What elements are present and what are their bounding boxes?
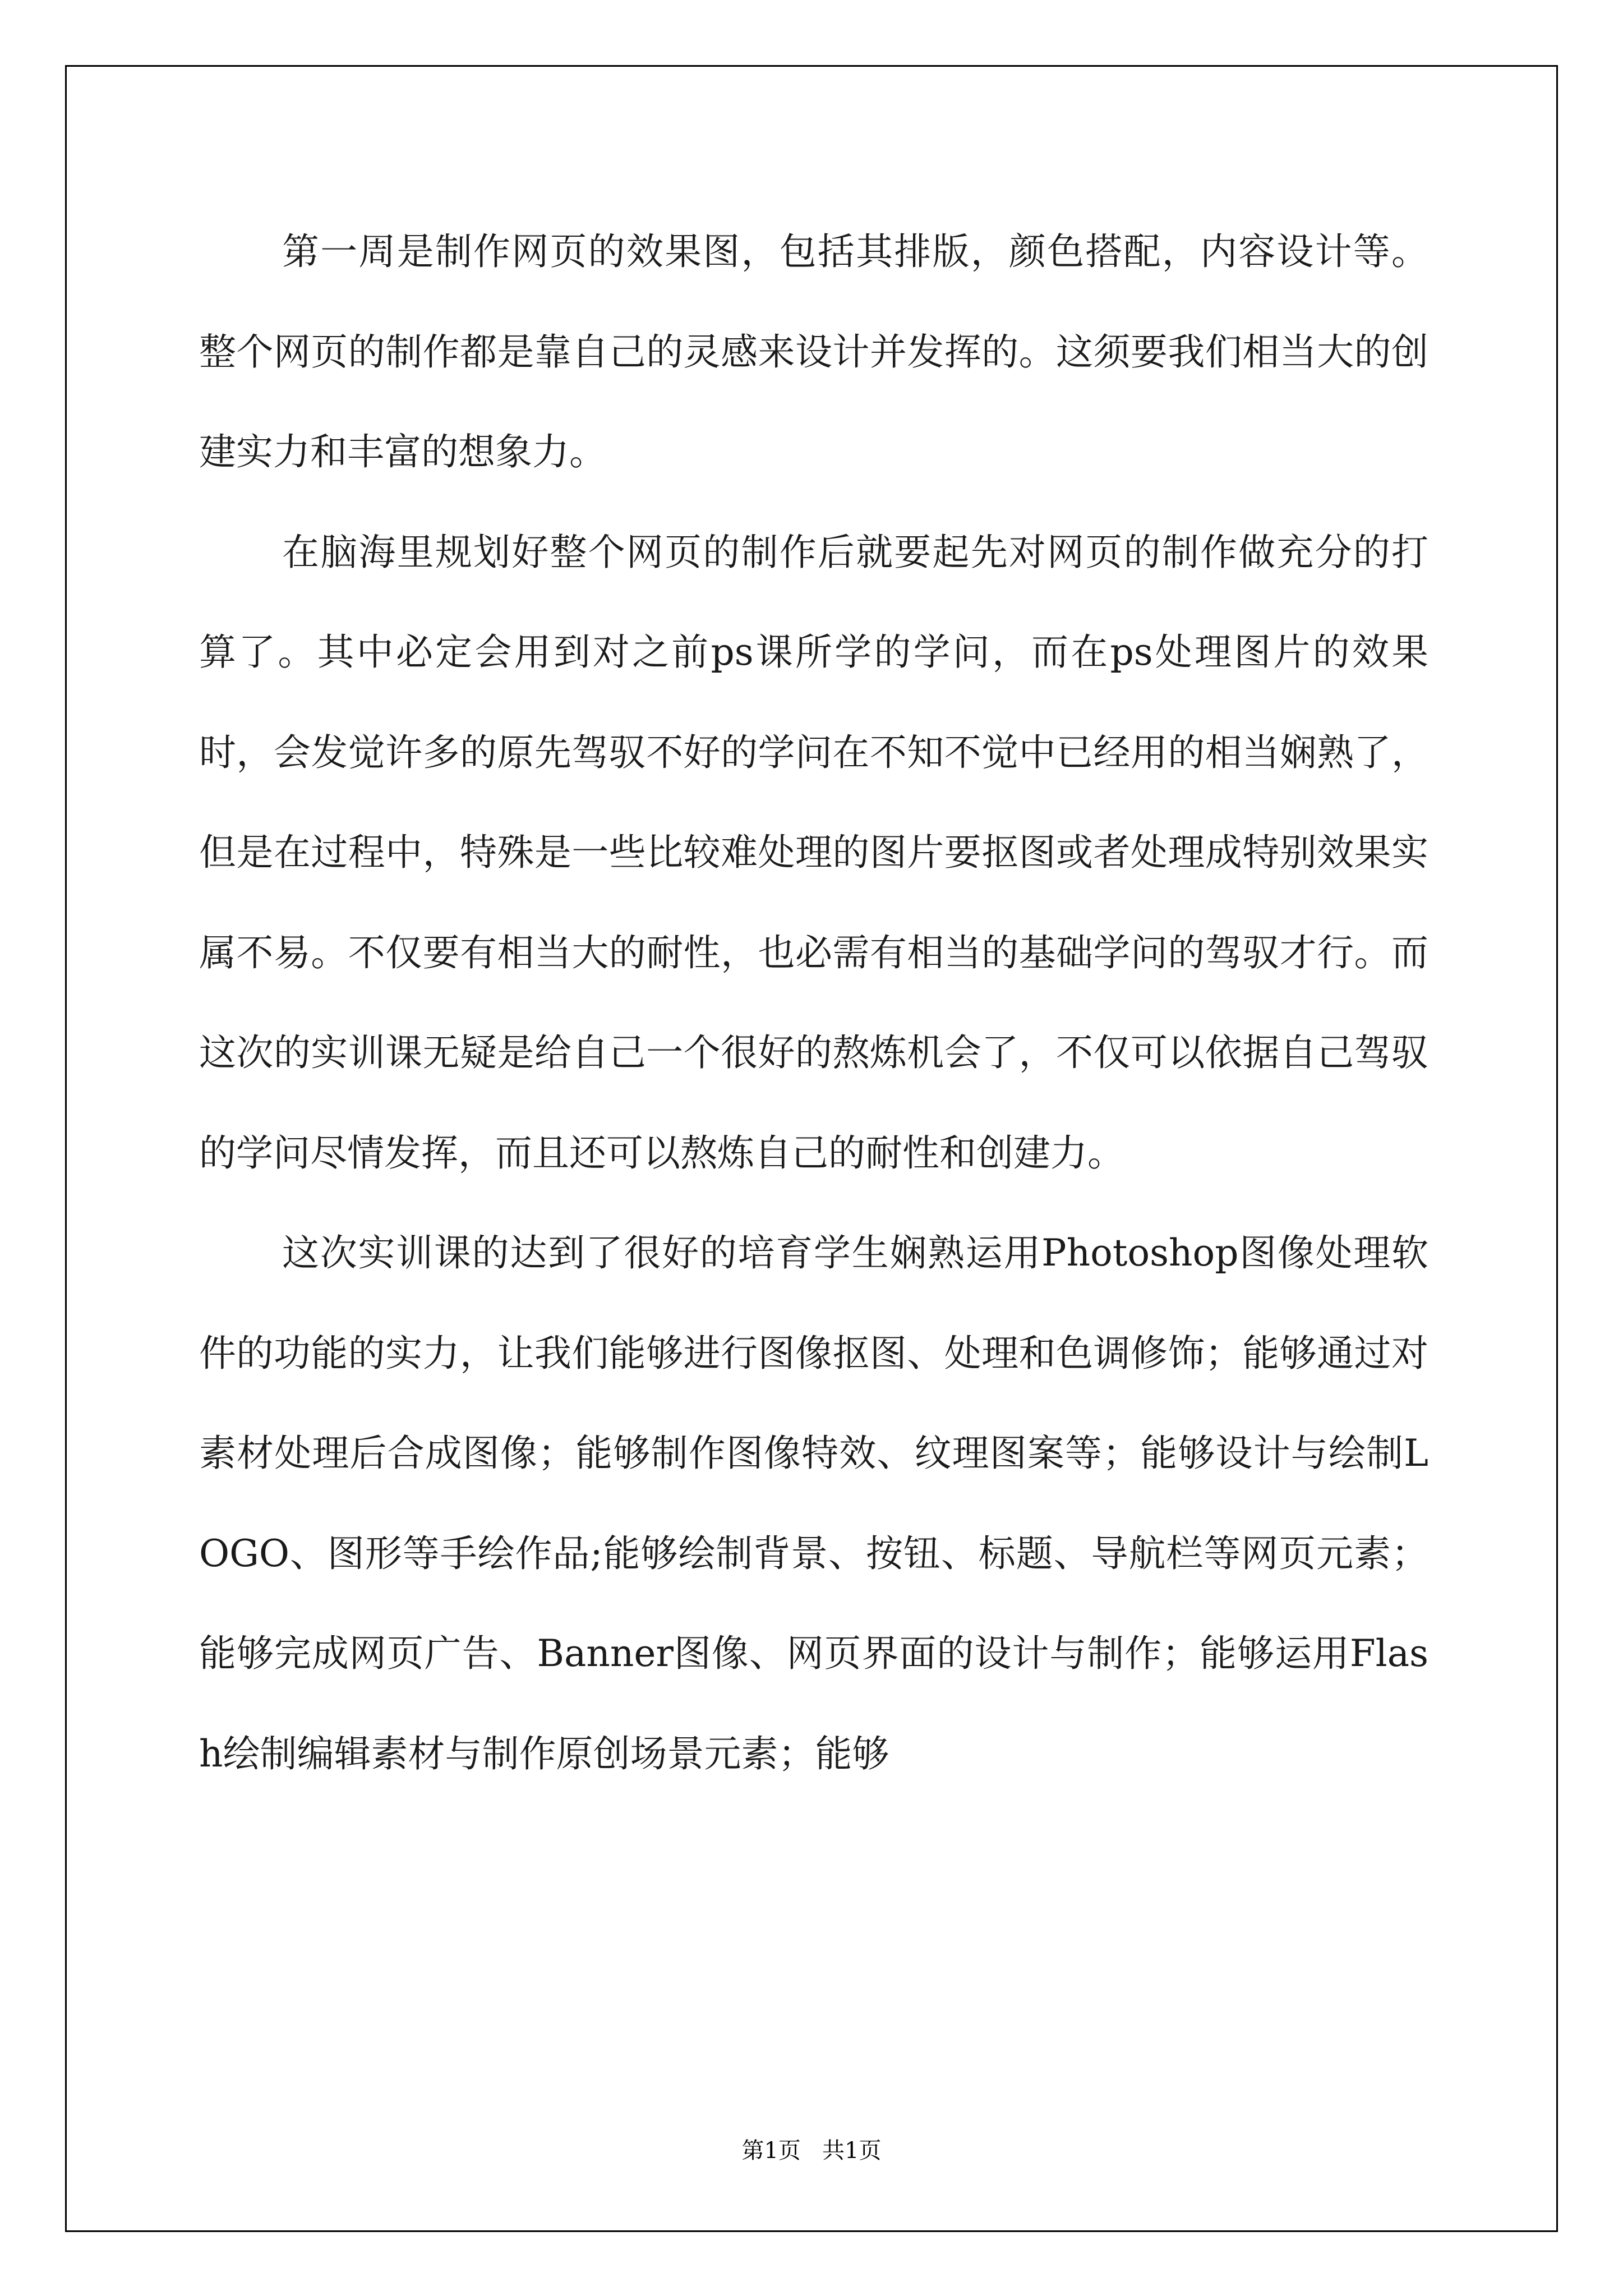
paragraph-3: 这次实训课的达到了很好的培育学生娴熟运用Photoshop图像处理软件的功能的实力，让我们能够进行图像抠图、处理和色调修饰；能够通过对素材处理后合成图像；能够制作图像特效、纹理图案等；能够设计与绘制LOGO、图形等手绘作品;能够绘制背景、按钮、标题、导航栏等网页元素；能够完成网页广告、Banner图像、网页界面的设计与制作；能够运用Flash绘制编辑素材与制作原创场景元素；能够 xyxy=(199,1231,1428,1775)
document-body xyxy=(199,202,1428,1804)
page-footer: 第1页 共1页 xyxy=(741,2138,882,2164)
paragraph-1: 第一周是制作网页的效果图，包括其排版，颜色搭配，内容设计等。整个网页的制作都是靠自己的灵感来设计并发挥的。这须要我们相当大的创建实力和丰富的想象力。 xyxy=(199,230,1428,473)
paragraph-2: 在脑海里规划好整个网页的制作后就要起先对网页的制作做充分的打算了。其中必定会用到对之前ps课所学的学问，而在ps处理图片的效果时，会发觉许多的原先驾驭不好的学问在不知不觉中已经用的相当娴熟了，但是在过程中，特殊是一些比较难处理的图片要抠图或者处理成特别效果实属不易。不仅要有相当大的耐性，也必需有相当的基础学问的驾驭才行。而这次的实训课无疑是给自己一个很好的熬炼机会了，不仅可以依据自己驾驭的学问尽情发挥，而且还可以熬炼自己的耐性和创建力。 xyxy=(199,530,1428,1175)
